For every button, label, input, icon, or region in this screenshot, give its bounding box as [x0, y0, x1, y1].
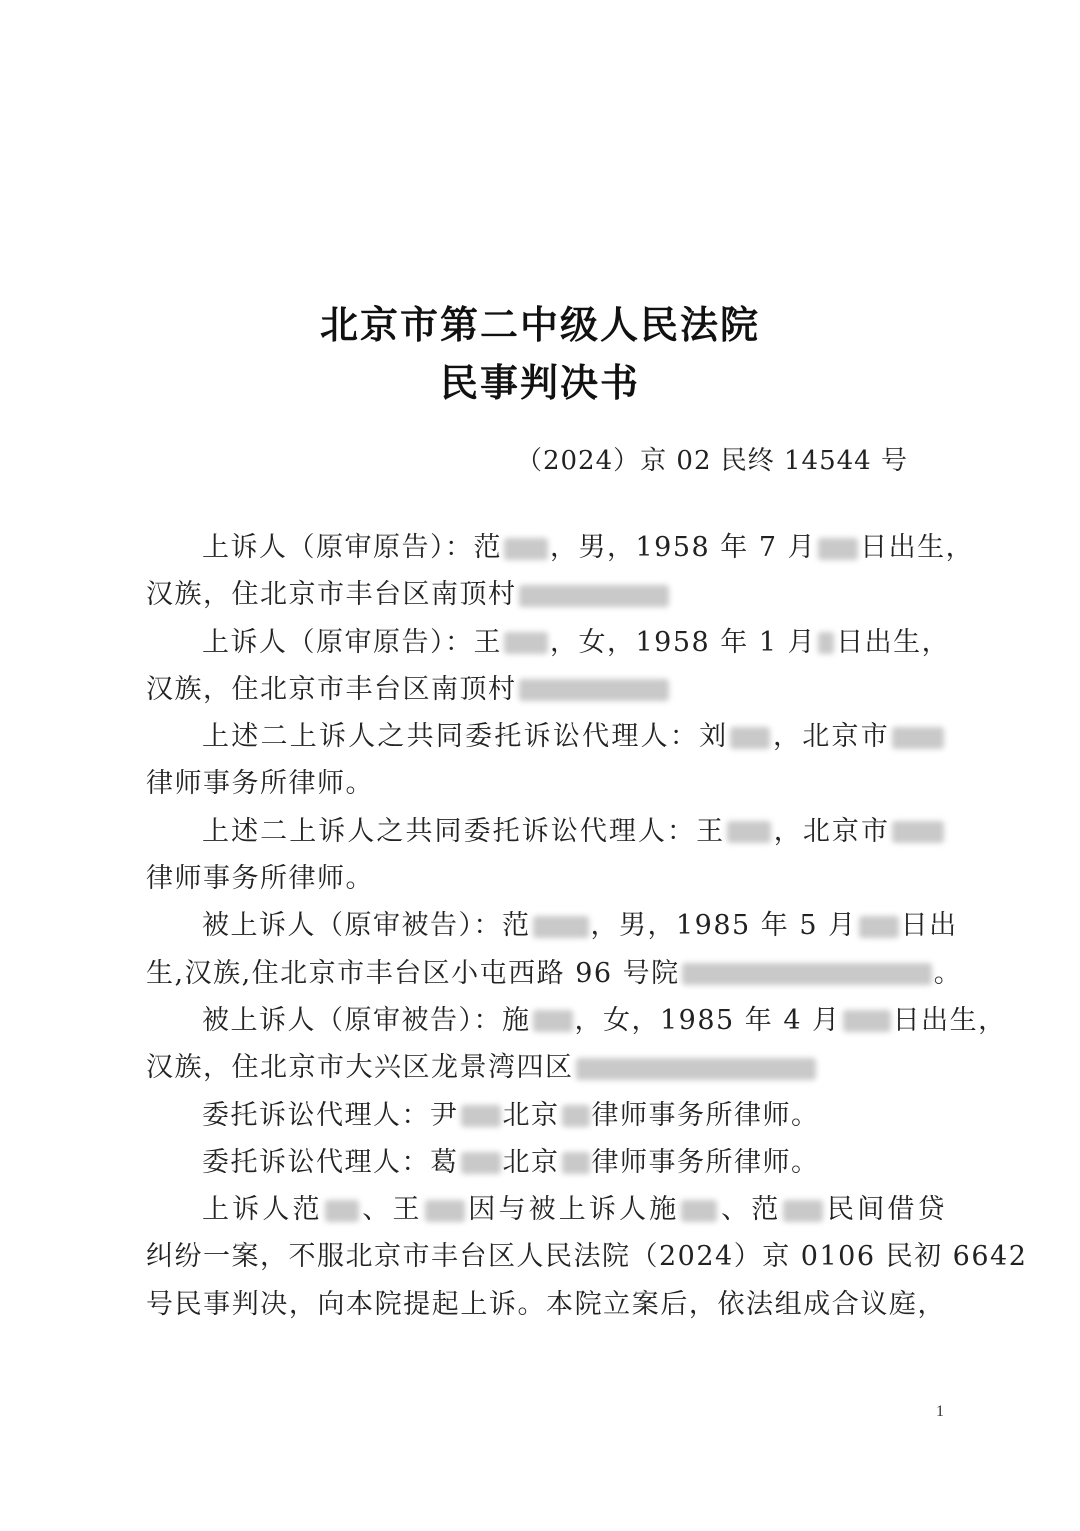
- line-text: ，北京市: [773, 815, 891, 847]
- paragraph-line: [146, 1186, 946, 1233]
- redacted-text: [325, 1200, 359, 1222]
- line-text: 上诉人范: [202, 1194, 323, 1226]
- redacted-text: [461, 1105, 501, 1127]
- redacted-text: [892, 727, 944, 749]
- redacted-text: [504, 538, 548, 560]
- redacted-text: [562, 1152, 590, 1174]
- redacted-text: [533, 1010, 573, 1032]
- redacted-text: [892, 821, 944, 843]
- line-text: 日出生，: [892, 1004, 1007, 1036]
- redacted-text: [681, 1200, 717, 1222]
- line-text: 被上诉人（原审被告）：范: [202, 910, 531, 942]
- line-text: 。: [933, 957, 963, 989]
- paragraph-line: [146, 619, 951, 666]
- line-text: 纠纷一案，不服北京市丰台区人民法院（2024）京 0106 民初 6642: [146, 1241, 1028, 1273]
- line-text: 律师事务所律师。: [146, 768, 374, 800]
- page-number: 1: [936, 1403, 944, 1420]
- line-text: 上述二上诉人之共同委托诉讼代理人：王: [202, 815, 726, 847]
- paragraph-line: [146, 571, 946, 618]
- line-text: 律师事务所律师。: [146, 863, 374, 895]
- line-text: 因与被上诉人施: [466, 1194, 680, 1226]
- line-text: 日出生，: [836, 626, 951, 658]
- line-text: 、范: [719, 1194, 782, 1226]
- paragraph-line: [146, 1092, 946, 1139]
- line-text: 日出: [900, 910, 958, 942]
- line-text: 汉族，住北京市大兴区龙景湾四区: [146, 1052, 574, 1084]
- case-number: （2024）京 02 民终 14544 号: [515, 446, 908, 476]
- court-name-title: 北京市第二中级人民法院: [319, 302, 760, 347]
- paragraph-line: [146, 808, 946, 855]
- paragraph-line: [146, 950, 963, 997]
- redacted-text: [576, 1058, 816, 1080]
- redacted-text: [730, 727, 770, 749]
- redacted-text: [727, 821, 771, 843]
- line-text: 生,汉族,住北京市丰台区小屯西路 96 号院: [146, 957, 680, 989]
- line-text: 委托诉讼代理人：尹: [202, 1099, 459, 1131]
- line-text: 汉族，住北京市丰台区南顶村: [146, 579, 517, 611]
- redacted-text: [519, 585, 669, 607]
- paragraph-line: [146, 1281, 946, 1328]
- redacted-text: [461, 1152, 501, 1174]
- line-text: 律师事务所律师。: [591, 1099, 820, 1131]
- line-text: 上诉人（原审原告）：范: [202, 532, 502, 563]
- redacted-text: [818, 632, 834, 654]
- line-text: ，男，1958 年 7 月: [550, 532, 817, 563]
- paragraph-line: [146, 524, 975, 571]
- paragraph-line: [146, 855, 946, 902]
- paragraph-line: [146, 666, 946, 713]
- paragraph-line: [146, 1139, 946, 1186]
- line-text: 上述二上诉人之共同委托诉讼代理人：刘: [202, 721, 729, 753]
- redacted-text: [682, 963, 932, 985]
- line-text: 、王: [360, 1194, 423, 1226]
- paragraph-line: [146, 1233, 1028, 1280]
- line-text: ，女，1985 年 4 月: [574, 1004, 841, 1036]
- line-text: 北京: [502, 1146, 560, 1178]
- redacted-text: [425, 1200, 465, 1222]
- line-text: 律师事务所律师。: [591, 1146, 820, 1178]
- line-text: 汉族，住北京市丰台区南顶村: [146, 673, 517, 705]
- paragraph-line: [146, 713, 946, 760]
- document-body: [146, 524, 1028, 1328]
- redacted-text: [783, 1200, 823, 1222]
- redacted-text: [533, 916, 589, 938]
- line-text: 号民事判决，向本院提起上诉。本院立案后，依法组成合议庭，: [146, 1288, 946, 1320]
- line-text: 民间借贷: [825, 1194, 947, 1226]
- paragraph-line: [146, 1044, 946, 1091]
- redacted-text: [504, 632, 548, 654]
- redacted-text: [859, 916, 899, 938]
- redacted-text: [818, 538, 858, 560]
- paragraph-line: [146, 760, 946, 807]
- line-text: ，女，1958 年 1 月: [550, 626, 817, 658]
- line-text: 委托诉讼代理人：葛: [202, 1146, 459, 1178]
- document-type-title: 民事判决书: [439, 360, 640, 405]
- redacted-text: [843, 1010, 891, 1032]
- line-text: 上诉人（原审原告）：王: [202, 626, 502, 658]
- paragraph-line: [146, 902, 958, 949]
- line-text: ，北京市: [772, 721, 891, 753]
- line-text: 日出生，: [860, 532, 975, 563]
- redacted-text: [519, 679, 669, 701]
- redacted-text: [562, 1105, 590, 1127]
- paragraph-line: [146, 997, 1007, 1044]
- line-text: 北京: [502, 1099, 560, 1131]
- line-text: 被上诉人（原审被告）：施: [202, 1004, 531, 1036]
- line-text: ，男，1985 年 5 月: [590, 910, 857, 942]
